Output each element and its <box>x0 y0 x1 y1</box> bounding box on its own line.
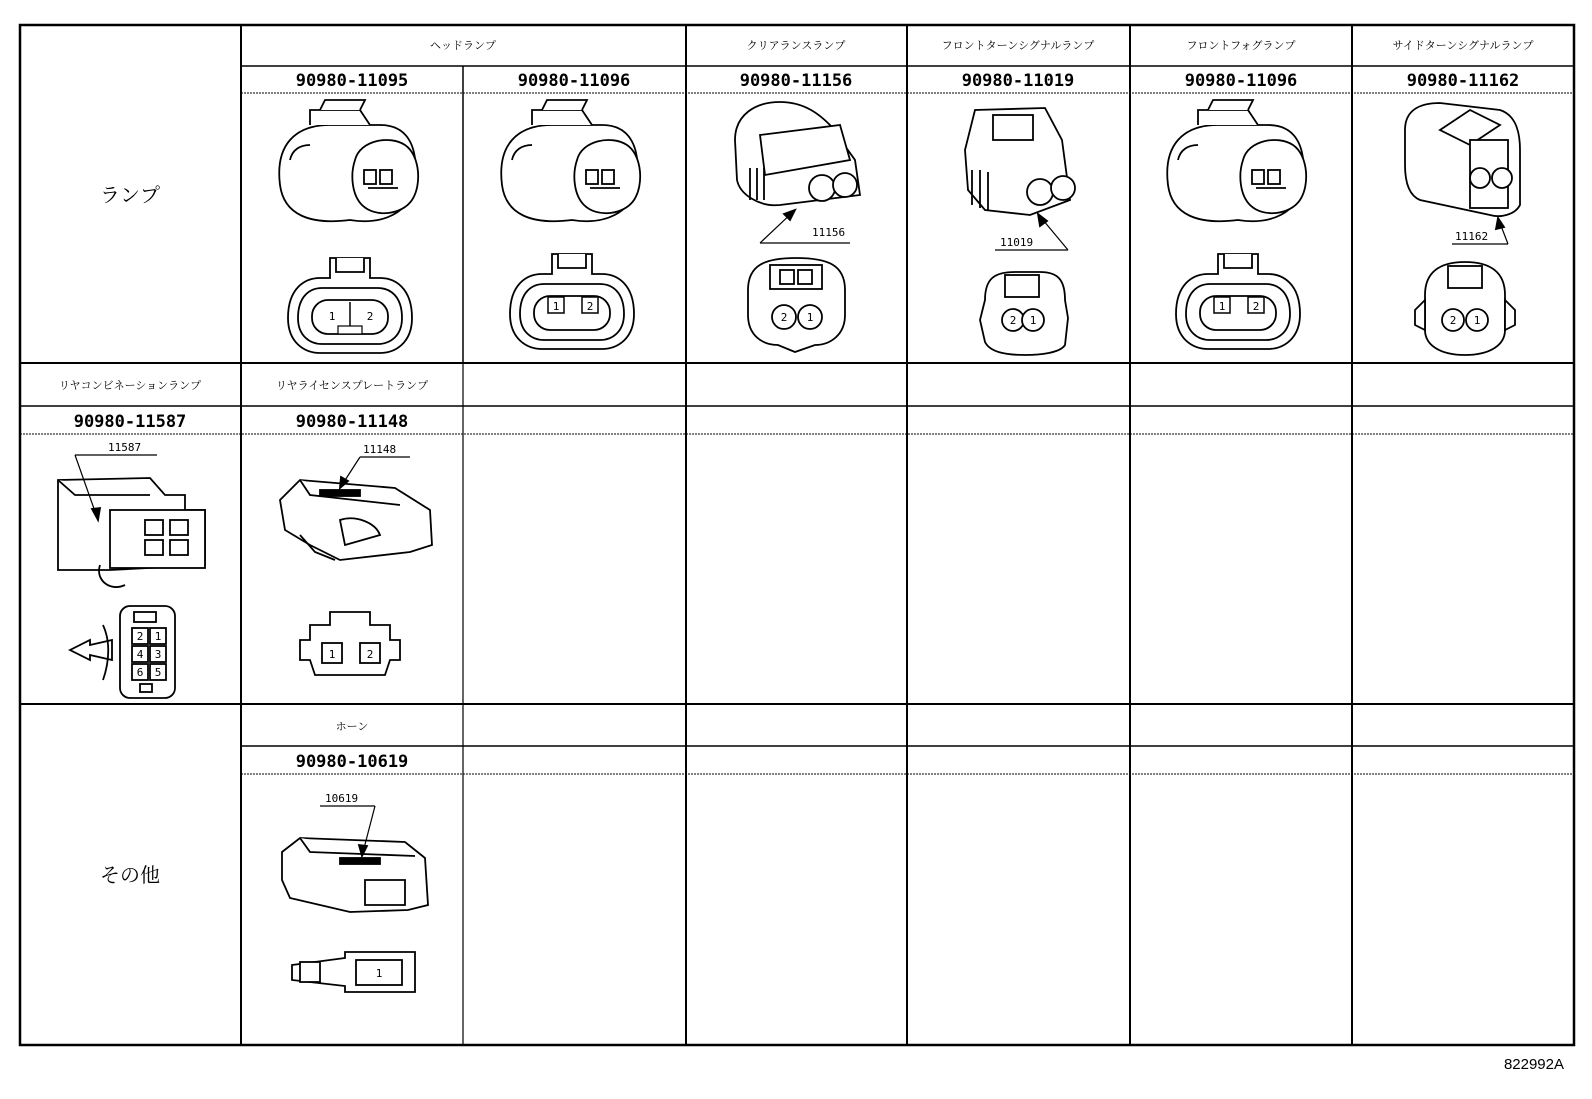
pin-label: 1 <box>552 300 560 313</box>
connector-10619-perspective <box>282 792 428 912</box>
pin-label: 1 <box>1473 314 1481 327</box>
callout-11162: 11162 <box>1455 230 1489 243</box>
pin-label: 2 <box>586 300 594 313</box>
pin-label: 1 <box>328 648 336 661</box>
pin-label: 2 <box>1252 300 1260 313</box>
connector-11096-perspective <box>501 100 640 221</box>
connector-11096-front <box>510 254 634 349</box>
connector-11156-front <box>748 258 845 352</box>
connector-11162-front <box>1415 262 1515 355</box>
connector-11019-front <box>980 272 1068 355</box>
pin-label: 2 <box>366 310 374 323</box>
header-horn: ホーン <box>335 720 369 733</box>
callout-11156: 11156 <box>812 226 846 239</box>
connector-11148-front <box>300 612 400 675</box>
pin-label: 2 <box>1009 314 1017 327</box>
callout-11148: 11148 <box>363 443 397 456</box>
connector-11587-perspective <box>58 441 205 587</box>
part-number-10619: 90980-10619 <box>295 752 409 772</box>
part-number-11162: 90980-11162 <box>1406 71 1520 91</box>
row-label-other: その他 <box>100 863 160 887</box>
pin-label: 5 <box>154 666 162 679</box>
connector-11095-perspective <box>279 100 418 221</box>
pin-label: 1 <box>328 310 336 323</box>
connector-fog-11096-front <box>1176 254 1300 349</box>
header-side-turn-signal: サイドターンシグナルランプ <box>1392 39 1534 52</box>
connector-11019-perspective <box>965 108 1075 250</box>
callout-11587: 11587 <box>108 441 142 454</box>
connector-10619-front <box>292 952 415 992</box>
pin-label: 3 <box>154 648 162 661</box>
row-label-lamp: ランプ <box>100 183 160 207</box>
figure-id: 822992A <box>1503 1056 1564 1073</box>
pin-label: 1 <box>1029 314 1037 327</box>
connector-11587-front <box>70 606 175 698</box>
header-front-turn-signal: フロントターンシグナルランプ <box>941 39 1095 52</box>
pin-label: 1 <box>1218 300 1226 313</box>
part-number-11095: 90980-11095 <box>295 71 409 91</box>
pin-label: 2 <box>136 630 144 643</box>
pin-label: 2 <box>366 648 374 661</box>
pin-label: 6 <box>136 666 144 679</box>
pin-label: 1 <box>154 630 162 643</box>
part-number-11019: 90980-11019 <box>961 71 1075 91</box>
pin-label: 4 <box>136 648 144 661</box>
connector-11162-perspective <box>1405 103 1520 244</box>
connector-11148-perspective <box>280 443 432 560</box>
pin-label: 1 <box>806 311 814 324</box>
header-clearance-lamp: クリアランスランプ <box>746 39 846 52</box>
pin-label: 1 <box>375 967 383 980</box>
header-license-plate-lamp: リヤライセンスプレートランプ <box>275 379 429 392</box>
header-headlamp: ヘッドランプ <box>430 39 496 52</box>
callout-10619: 10619 <box>325 792 359 805</box>
part-number-11148: 90980-11148 <box>295 412 409 432</box>
pin-label: 2 <box>780 311 788 324</box>
part-number-11587: 90980-11587 <box>73 412 187 432</box>
connector-fog-11096-perspective <box>1167 100 1306 221</box>
connector-11156-perspective <box>735 102 860 243</box>
part-number-11096-fog: 90980-11096 <box>1184 71 1298 91</box>
connector-11095-front <box>288 258 412 353</box>
part-number-11096-head: 90980-11096 <box>517 71 631 91</box>
callout-11019: 11019 <box>1000 236 1034 249</box>
pin-label: 2 <box>1449 314 1457 327</box>
header-rear-combination-lamp: リヤコンビネーションランプ <box>58 379 202 392</box>
header-front-fog-lamp: フロントフォグランプ <box>1186 39 1296 52</box>
part-number-11156: 90980-11156 <box>739 71 853 91</box>
